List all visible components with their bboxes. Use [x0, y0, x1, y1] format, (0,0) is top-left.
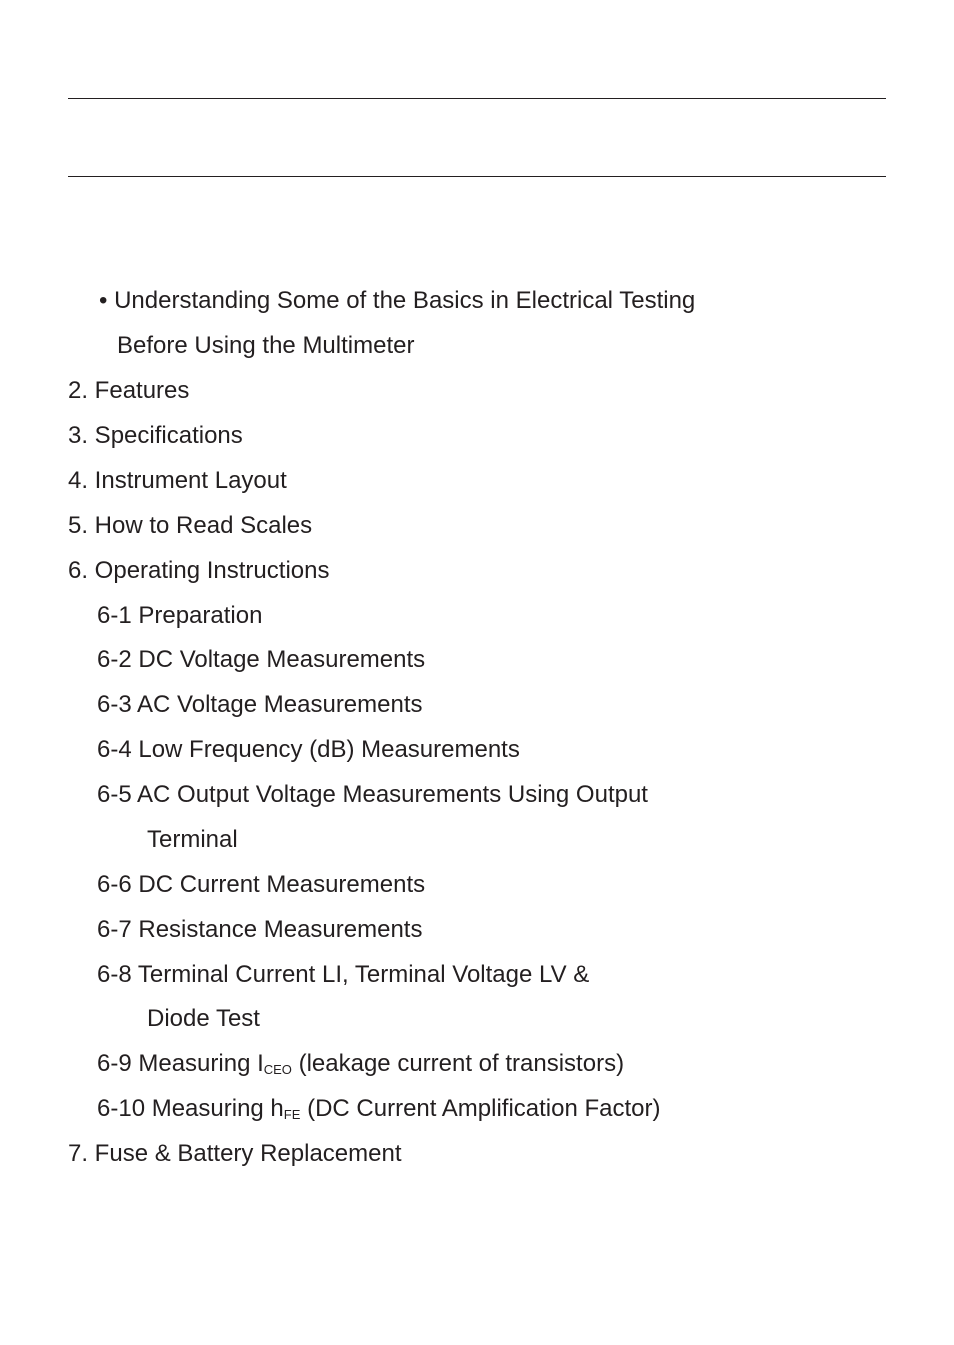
- toc-subitem-dc-voltage: 6-2 DC Voltage Measurements: [97, 646, 426, 673]
- toc-subitem-iceo: 6-9 Measuring $I_{CEO}$ (leakage current of transistors): [97, 1050, 625, 1077]
- bullet-icon: •: [99, 287, 108, 314]
- header-rule-bottom: [68, 176, 886, 177]
- toc-subitem-ac-voltage: 6-3 AC Voltage Measurements: [97, 691, 423, 718]
- toc-item-operating-instructions: 6. Operating Instructions: [68, 557, 330, 584]
- toc-subitem-hfe: 6-10 Measuring $h_{FE}$ (DC Current Amplification Factor): [97, 1095, 661, 1122]
- toc-item-features: 2. Features: [68, 377, 190, 404]
- toc-intro-line-1: • Understanding Some of the Basics in Electrical Testing: [99, 287, 696, 314]
- toc-item-specifications: 3. Specifications: [68, 422, 243, 449]
- toc-subitem-terminal-line-1: 6-8 Terminal Current LI, Terminal Voltage LV &: [97, 961, 590, 988]
- toc-intro-line-2: Before Using the Multimeter: [117, 332, 415, 359]
- toc-item-instrument-layout: 4. Instrument Layout: [68, 467, 287, 494]
- header-rule-top: [68, 98, 886, 99]
- toc-item-read-scales: 5. How to Read Scales: [68, 512, 313, 539]
- toc-subitem-preparation: 6-1 Preparation: [97, 602, 263, 629]
- toc-subitem-low-frequency: 6-4 Low Frequency (dB) Measurements: [97, 736, 520, 763]
- toc-subitem-resistance: 6-7 Resistance Measurements: [97, 916, 423, 943]
- toc-subitem-ac-output-line-1: 6-5 AC Output Voltage Measurements Using Output: [97, 781, 648, 808]
- toc-subitem-ac-output-line-2: Terminal: [147, 826, 238, 853]
- toc-item-fuse-battery: 7. Fuse & Battery Replacement: [68, 1140, 402, 1167]
- toc-subitem-terminal-line-2: Diode Test: [147, 1005, 260, 1032]
- toc-subitem-dc-current: 6-6 DC Current Measurements: [97, 871, 426, 898]
